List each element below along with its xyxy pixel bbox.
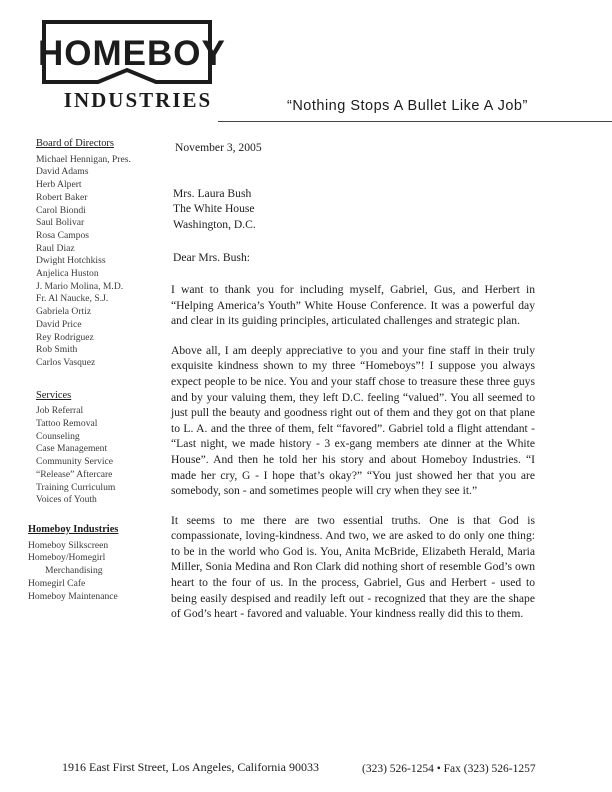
- service-item: Tattoo Removal: [36, 418, 98, 430]
- header-divider: [218, 121, 612, 122]
- industry-item: Homeboy/Homegirl: [28, 552, 106, 564]
- board-member: Rey Rodriguez: [36, 331, 94, 343]
- board-member: Robert Baker: [36, 191, 88, 203]
- industries-heading: Homeboy Industries: [28, 523, 119, 535]
- industry-item: Merchandising: [45, 565, 103, 577]
- logo-wordmark: HOMEBOY: [38, 34, 226, 73]
- recipient-line: Washington, D.C.: [173, 217, 256, 231]
- paragraph: It seems to me there are two essential truths. One is that God is compassionate, loving-kindness. And two, we are asked to do only one thing: to be in the world who God is. You, Anita McBride, Elizabeth Herald, Maria Miller, Sonia Medina and Ron Clark did nothing short of resemble God’s own heart to the four of us. In the process, Gabriel, Gus and Herbert - used to being easily despised and readily left out - recognized that they are the shape of God’s heart - favored and valuable. Your kindness really did this to them.: [171, 513, 535, 621]
- board-member: Rosa Campos: [36, 229, 90, 241]
- board-member: Saul Bolivar: [36, 217, 85, 229]
- board-member: Gabriela Ortiz: [36, 306, 92, 318]
- board-member: Herb Alpert: [36, 179, 82, 191]
- board-heading: Board of Directors: [36, 138, 114, 149]
- service-item: Counseling: [36, 430, 80, 442]
- board-member: Michael Hennigan, Pres.: [36, 153, 131, 165]
- service-item: Case Management: [36, 443, 108, 455]
- footer-address: 1916 East First Street, Los Angeles, California 90033: [62, 760, 319, 774]
- service-item: Job Referral: [36, 405, 84, 417]
- industry-item: Homegirl Cafe: [28, 577, 86, 589]
- paragraph: Above all, I am deeply appreciative to you and your fine staff in their truly exquisite kindness shown to my three “Homeboys”! I suppose you always expect people to be nice. You and your staff chose to treasure these three guys and by your valuing them, they left D.C. feeling “valued”. You all seemed to just pull the beauty and goodness right out of them and they got on that plane to L. A. and the three of them, felt “favored”. Gabriel told a flight attendant - “Last night, we made history - 3 ex-gang members ate dinner at the White House”. And then he told her his story and about Homeboy Industries. “I made her cry, G - I hope that’s okay?” “You just showed her that you are somebody, son - and sometimes people will cry when they see it.”: [171, 343, 535, 498]
- paragraph: I want to thank you for including myself, Gabriel, Gus, and Herbert in “Helping America’s Youth” White House Conference. It was a powerful day and clear in its guiding principles, articulated challenges and strategic plan.: [171, 282, 535, 328]
- footer-phones: (323) 526-1254 • Fax (323) 526-1257: [362, 763, 536, 775]
- board-member: Rob Smith: [36, 344, 78, 356]
- spacer: [28, 370, 158, 390]
- services-heading: Services: [36, 389, 72, 401]
- industry-item: Homeboy Maintenance: [28, 590, 118, 602]
- board-member: Raul Diaz: [36, 242, 75, 254]
- industry-item: Homeboy Silkscreen: [28, 539, 109, 551]
- sidebar: [28, 138, 158, 603]
- industries-list: [28, 540, 158, 604]
- service-item: Training Curriculum: [36, 481, 116, 493]
- board-member: David Adams: [36, 166, 89, 178]
- board-member: Carlos Vasquez: [36, 356, 96, 368]
- board-member: Fr. Al Naucke, S.J.: [36, 293, 109, 305]
- recipient-line: The White House: [173, 202, 255, 216]
- board-list: [28, 154, 158, 370]
- service-item: “Release” Aftercare: [36, 468, 113, 480]
- recipient-line: Mrs. Laura Bush: [173, 186, 252, 200]
- homeboy-logo: [38, 12, 226, 112]
- spacer: [28, 507, 158, 524]
- board-member: David Price: [36, 318, 82, 330]
- recipient-address: [167, 186, 535, 233]
- letter-date: November 3, 2005: [175, 141, 262, 154]
- board-member: Carol Biondi: [36, 204, 86, 216]
- services-list: [28, 405, 158, 507]
- board-member: Dwight Hotchkiss: [36, 255, 106, 267]
- board-member: J. Mario Molina, M.D.: [36, 280, 124, 292]
- service-item: Voices of Youth: [36, 494, 97, 506]
- letter-body: [167, 140, 535, 636]
- salutation: Dear Mrs. Bush:: [173, 251, 250, 265]
- board-member: Anjelica Huston: [36, 268, 99, 280]
- logo-subtitle: INDUSTRIES: [63, 88, 213, 112]
- tagline: “Nothing Stops A Bullet Like A Job”: [287, 98, 528, 114]
- service-item: Community Service: [36, 456, 114, 468]
